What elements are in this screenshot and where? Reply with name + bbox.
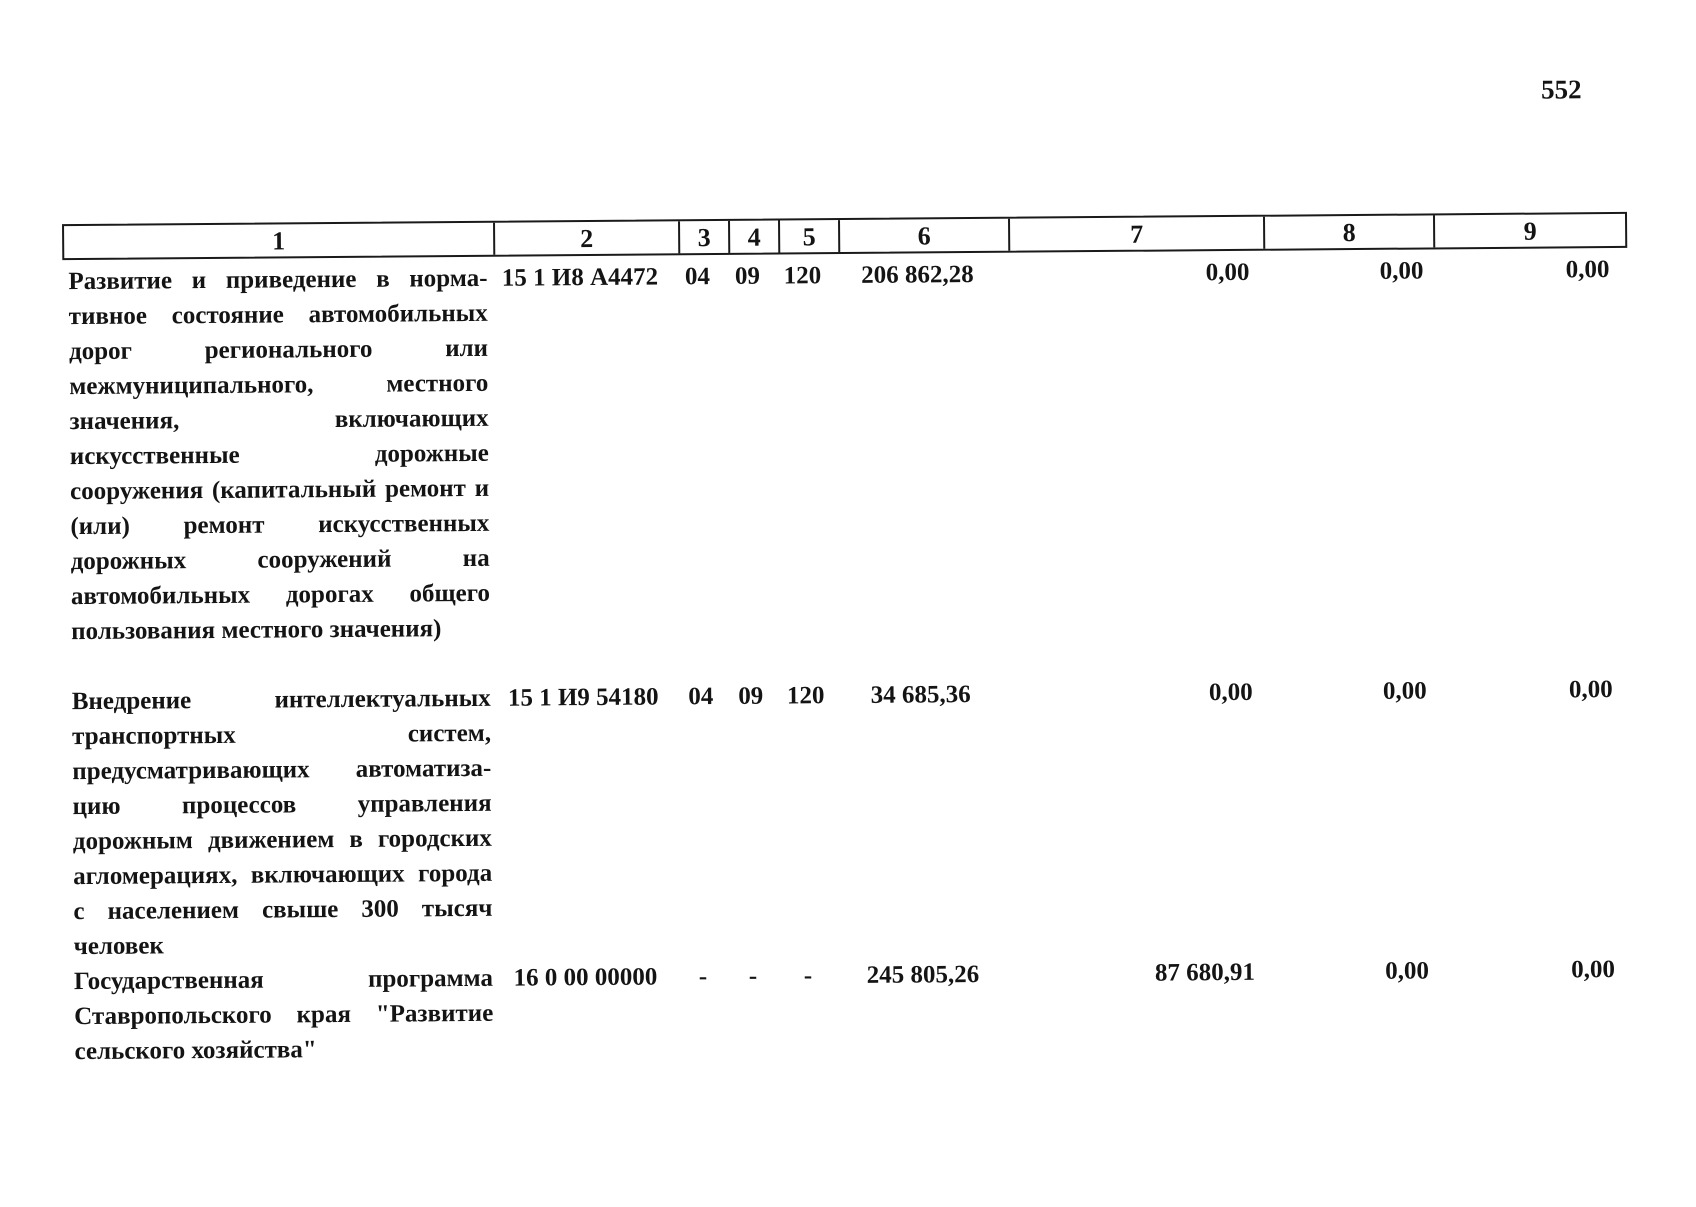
row-description: Государственная программа Ставропольского края "Развитие сельского хозяйства"	[73, 964, 494, 1066]
header-cell-8: 8	[1265, 215, 1435, 248]
row-amount-col6: 245 805,26	[866, 960, 980, 989]
row-amount-col6: 34 685,36	[870, 681, 971, 709]
table-row	[62, 252, 1620, 649]
row-amount-col8: 0,00	[1379, 257, 1424, 285]
header-cell-7: 7	[1010, 217, 1265, 251]
row-col5: 120	[786, 682, 825, 710]
row-code: 15 1 И8 А4472	[501, 263, 659, 292]
row-col4: -	[748, 962, 758, 990]
row-amount-col7: 0,00	[1208, 678, 1253, 707]
header-cell-3: 3	[680, 221, 730, 253]
row-description: Развитие и приведение в норма-тивное состояние автомобильных дорог регионального или межмуниципального, местного значения, включающих искусственные дорожные сооружения (капитальный ремонт и (или) ремонт искусственных дорожных сооружений на автомобильных дорогах общего пользования местного значения)	[68, 264, 491, 646]
row-amount-col9: 0,00	[1565, 256, 1610, 284]
row-col3: 04	[688, 683, 714, 711]
header-cell-6: 6	[840, 219, 1010, 252]
page-number: 552	[1540, 74, 1582, 105]
header-cell-9: 9	[1523, 216, 1537, 246]
row-col4: 09	[738, 682, 764, 710]
row-amount-col6: 206 862,28	[861, 261, 974, 289]
row-description: Внедрение интеллектуальных транспортных систем, предусматривающих автоматиза-цию процессов управления дорожным движением в городских агломерациях, включающих города с населением свыше 300 тысяч человек	[71, 684, 493, 961]
header-cell-2: 2	[495, 221, 680, 254]
row-amount-col7: 0,00	[1205, 258, 1250, 287]
row-amount-col9: 0,00	[1571, 956, 1616, 984]
row-amount-col8: 0,00	[1382, 677, 1427, 705]
row-code: 15 1 И9 54180	[507, 683, 659, 712]
row-col5: -	[803, 962, 813, 990]
row-col4: 09	[734, 262, 761, 290]
row-amount-col8: 0,00	[1385, 957, 1430, 985]
row-col3: 04	[684, 263, 711, 291]
row-amount-col7: 87 680,91	[1154, 958, 1256, 987]
header-cell-5: 5	[780, 220, 840, 252]
row-code: 16 0 00 00000	[513, 963, 658, 992]
row-col5: 120	[783, 262, 822, 290]
header-cell-1: 1	[64, 223, 495, 258]
row-amount-col9: 0,00	[1568, 676, 1613, 704]
table-row	[66, 672, 1623, 964]
table-row	[68, 952, 1624, 1069]
row-col3: -	[698, 963, 708, 991]
header-cell-4: 4	[730, 221, 780, 253]
